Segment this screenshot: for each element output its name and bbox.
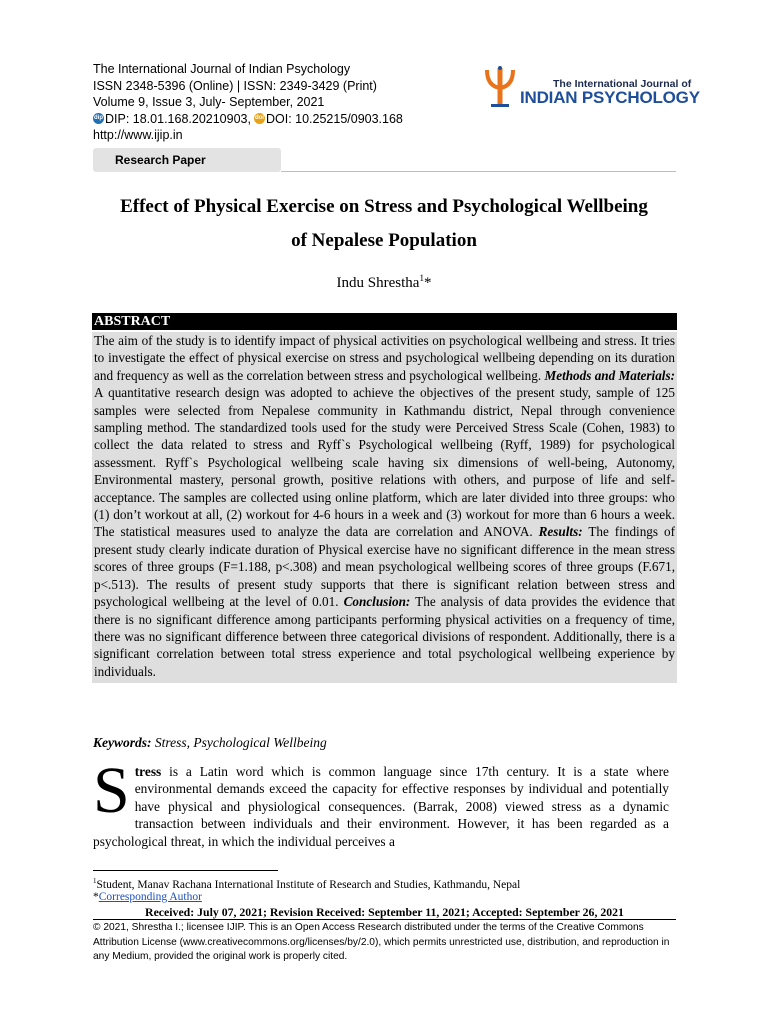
dip-text: DIP: 18.01.168.20210903,: [105, 111, 251, 126]
logo-text-top: The International Journal of: [553, 78, 692, 90]
author-affiliation-marker: 1: [419, 273, 424, 283]
abstract-results: The findings of present study clearly indicate duration of Physical exercise have no significant difference in the mean stress scores of three groups (F=1.188, p<.308) and mean psychological wellbeing scores of three groups (F.671, p<.513). The results of present study supports that there is significant relation between stress and psychological wellbeing at the level of 0.01.: [94, 524, 676, 610]
abstract-methods: A quantitative research design was adopted to achieve the objectives of the present study, sample of 125 samples were selected from Nepalese community in Kathmandu district, Nepal through convenience sampling method. The standardized tools used for the study were Perceived Stress Scale (Cohen, 1983) to collect the data related to stress and Ryff`s Psychological wellbeing (Ryff, 1989) for psychological assessment. Ryff`s Psychological wellbeing scale having six dimensions of well-being, Autonomy, Environmental mastery, personal growth, positive relations with others, and purpose of life and self- acceptance. The samples are collected using online platform, which are later divided into three groups: who (1) don’t workout at all, (2) workout for 4-6 hours in a week and (3) workout for more than 6 hours a week. The statistical measures used to analyze the data are correlation and ANOVA.: [94, 385, 675, 540]
abstract-body: [92, 332, 677, 683]
abstract-heading: ABSTRACT: [92, 313, 677, 330]
identifier-line: [93, 111, 403, 128]
received-divider: [93, 919, 676, 920]
license-text: © 2021, Shrestha I.; licensee IJIP. This is an Open Access Research distributed under the terms of the Creative Commons Attribution License (www.creativecommons.org/licenses/by/2.0), which permits unrestricted use, distribution, and reproduction in any Medium, provided the original work is properly cited.: [93, 922, 670, 962]
conclusion-label: Conclusion:: [343, 594, 411, 610]
journal-meta: [93, 61, 403, 144]
dip-icon: dip: [93, 113, 104, 124]
footnote-affiliation: [93, 877, 520, 891]
journal-name: The International Journal of Indian Psychology: [93, 62, 351, 76]
intro-text: is a Latin word which is common language since 17th century. It is a state where environmental demands exceed the capacity for effective responses by individual and potentially have physical and physiological consequences. (Barrak, 2008) viewed stress as a dynamic transaction between individuals and their environment. However, it has been regarded as a psychological threat, in which the individual perceives a: [93, 764, 669, 849]
author-star: *: [423, 275, 432, 291]
received-dates: Received: July 07, 2021; Revision Received: September 11, 2021; Accepted: September 26, 2021: [145, 905, 624, 919]
author-name: Indu Shrestha: [336, 275, 420, 291]
paper-title: [60, 190, 708, 258]
drop-cap: S: [93, 754, 130, 827]
doi-icon: doi: [254, 113, 265, 124]
results-label: Results:: [538, 524, 583, 540]
intro-paragraph: [93, 754, 669, 850]
corresponding-author-link[interactable]: Corresponding Author: [98, 891, 202, 903]
methods-label: Methods and Materials:: [544, 367, 675, 383]
keywords-label: Keywords:: [93, 735, 152, 750]
paper-type-label: Research Paper: [115, 153, 206, 167]
logo-text-main: INDIAN PSYCHOLOGY: [520, 88, 700, 107]
footnote-rule: [93, 870, 278, 871]
author-line: [60, 273, 708, 292]
tab-divider: [281, 171, 676, 172]
title-line-1: Effect of Physical Exercise on Stress and Psychological Wellbeing: [120, 196, 648, 217]
journal-url[interactable]: http://www.ijip.in: [93, 128, 183, 142]
footnote-affiliation-text: Student, Manav Rachana International Institute of Research and Studies, Kathmandu, Nepal: [96, 878, 521, 891]
abstract-conclusion: The analysis of data provides the evidence that there is no significant difference among participants performing physical activities on a frequency of time, there was no significant difference between three categorical divisions of respondent. Additionally, there is a significant correlation between total stress experience and total psychological wellbeing experience by individuals.: [94, 594, 676, 679]
footnote-marker: 1: [93, 877, 97, 885]
paper-type-tab: [93, 148, 281, 172]
volume-line: Volume 9, Issue 3, July- September, 2021: [93, 95, 325, 109]
keywords-line: [93, 735, 327, 751]
footnote-star: *: [93, 891, 99, 903]
intro-lead-word: tress: [134, 764, 162, 779]
abstract-aim: The aim of the study is to identify impact of physical activities on psychological wellbeing and stress. It tries to investigate the effect of physical exercise on stress and psychological wellbeing depending on its duration and frequency as well as the correlation between stress and psychological wellbeing.: [94, 333, 675, 383]
footnote-corresponding: [93, 891, 202, 903]
keywords-value: Stress, Psychological Wellbeing: [151, 735, 327, 750]
doi-text: DOI: 10.25215/0903.168: [265, 111, 403, 126]
issn-line: ISSN 2348-5396 (Online) | ISSN: 2349-3429 (Print): [93, 78, 377, 93]
psi-logo-icon: [483, 66, 517, 108]
journal-logo: [483, 66, 700, 108]
title-line-2: of Nepalese Population: [291, 230, 477, 251]
